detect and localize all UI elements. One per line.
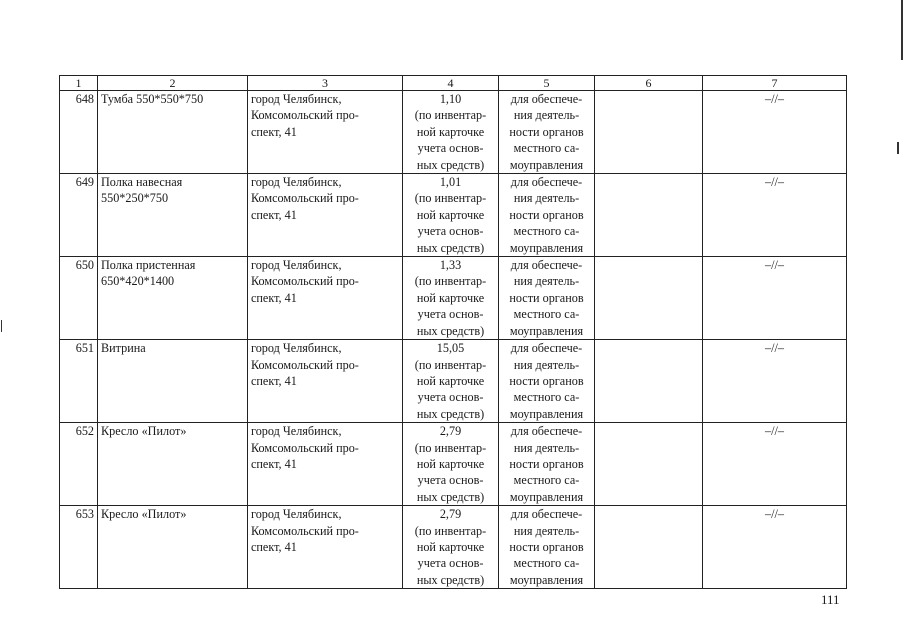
purpose-cell-line: моуправления: [509, 157, 584, 172]
column-header: 2: [98, 76, 248, 91]
cost-cell-line: учета основ-: [417, 307, 484, 322]
address-cell-line: спект, 41: [251, 124, 297, 139]
cost-cell-line: ных средств): [416, 240, 485, 255]
address-cell: [248, 91, 403, 174]
inventory-table: [59, 75, 847, 589]
cost-cell-line: (по инвентар-: [414, 357, 487, 372]
purpose-cell-line: моуправления: [509, 323, 584, 338]
purpose-cell-line: ния деятель-: [513, 440, 580, 455]
address-cell-line: Комсомольский про-: [251, 523, 359, 538]
table-row: [60, 91, 847, 174]
column6-cell: [595, 174, 703, 257]
row-number-cell: 650: [60, 257, 98, 340]
column7-cell: –//–: [703, 91, 847, 174]
purpose-cell-line: местного са-: [513, 307, 580, 322]
address-cell-line: спект, 41: [251, 456, 297, 471]
address-cell-line: город Челябинск,: [251, 507, 342, 522]
address-cell-line: Комсомольский про-: [251, 440, 359, 455]
page-number: 111: [821, 592, 840, 607]
column7-cell: –//–: [703, 506, 847, 589]
cost-cell-line: (по инвентар-: [414, 440, 487, 455]
purpose-cell: [499, 340, 595, 423]
address-cell: [248, 506, 403, 589]
item-name-cell-line: Полка навесная: [101, 175, 183, 190]
cost-cell: [403, 506, 499, 589]
column7-cell: –//–: [703, 340, 847, 423]
address-cell-line: Комсомольский про-: [251, 274, 359, 289]
cost-cell: [403, 423, 499, 506]
purpose-cell-line: моуправления: [509, 240, 584, 255]
row-number-cell: 648: [60, 91, 98, 174]
column-header: 4: [403, 76, 499, 91]
item-name-cell-line: 550*250*750: [101, 191, 169, 206]
purpose-cell-line: местного са-: [513, 556, 580, 571]
column7-cell: –//–: [703, 423, 847, 506]
column6-cell: [595, 91, 703, 174]
cost-cell-line: 1,10: [439, 92, 462, 106]
purpose-cell-line: для обеспече-: [510, 341, 583, 356]
column-header: 1: [60, 76, 98, 91]
table-row: [60, 174, 847, 257]
cost-cell-line: ных средств): [416, 406, 485, 421]
table-row: [60, 257, 847, 340]
purpose-cell-line: местного са-: [513, 224, 580, 239]
purpose-cell: [499, 257, 595, 340]
table-body: [60, 91, 847, 589]
purpose-cell-line: моуправления: [509, 406, 584, 421]
cost-cell-line: 1,33: [439, 258, 462, 273]
item-name-cell-line: Кресло «Пилот»: [101, 507, 187, 522]
cost-cell-line: учета основ-: [417, 224, 484, 239]
item-name-cell-line: Тумба 550*550*750: [101, 92, 204, 106]
address-cell-line: Комсомольский про-: [251, 191, 359, 206]
address-cell: [248, 340, 403, 423]
purpose-cell-line: ности органов: [509, 373, 584, 388]
cost-cell-line: 1,01: [439, 175, 462, 190]
cost-cell: [403, 174, 499, 257]
scan-artifact: [897, 142, 899, 154]
cost-cell-line: (по инвентар-: [414, 108, 487, 123]
purpose-cell: [499, 506, 595, 589]
purpose-cell-line: для обеспече-: [510, 92, 583, 106]
item-name-cell: [98, 91, 248, 174]
table-row: [60, 423, 847, 506]
purpose-cell-line: для обеспече-: [510, 258, 583, 273]
purpose-cell-line: местного са-: [513, 390, 580, 405]
column-header: 6: [595, 76, 703, 91]
address-cell-line: город Челябинск,: [251, 92, 342, 106]
cost-cell: [403, 340, 499, 423]
address-cell-line: Комсомольский про-: [251, 357, 359, 372]
address-cell: [248, 423, 403, 506]
address-cell-line: город Челябинск,: [251, 424, 342, 439]
scan-artifact: [1, 320, 2, 332]
column6-cell: [595, 423, 703, 506]
cost-cell-line: 15,05: [436, 341, 465, 356]
column-header: 5: [499, 76, 595, 91]
purpose-cell-line: местного са-: [513, 141, 580, 156]
cost-cell-line: ных средств): [416, 572, 485, 587]
item-name-cell: [98, 340, 248, 423]
item-name-cell: [98, 257, 248, 340]
purpose-cell-line: моуправления: [509, 572, 584, 587]
column-header: 3: [248, 76, 403, 91]
cost-cell-line: ной карточке: [416, 456, 485, 471]
cost-cell-line: ных средств): [416, 157, 485, 172]
purpose-cell-line: ния деятель-: [513, 357, 580, 372]
purpose-cell-line: для обеспече-: [510, 424, 583, 439]
cost-cell-line: ной карточке: [416, 124, 485, 139]
table-row: [60, 340, 847, 423]
address-cell-line: Комсомольский про-: [251, 108, 359, 123]
purpose-cell-line: моуправления: [509, 489, 584, 504]
cost-cell-line: ных средств): [416, 489, 485, 504]
row-number-cell: 649: [60, 174, 98, 257]
purpose-cell-line: для обеспече-: [510, 175, 583, 190]
address-cell: [248, 257, 403, 340]
purpose-cell: [499, 91, 595, 174]
item-name-cell: [98, 506, 248, 589]
address-cell-line: город Челябинск,: [251, 175, 342, 190]
address-cell-line: спект, 41: [251, 290, 297, 305]
scan-artifact: [901, 0, 903, 60]
item-name-cell-line: Полка пристенная: [101, 258, 196, 273]
item-name-cell-line: 650*420*1400: [101, 274, 175, 289]
address-cell-line: спект, 41: [251, 373, 297, 388]
purpose-cell-line: ния деятель-: [513, 274, 580, 289]
cost-cell-line: учета основ-: [417, 473, 484, 488]
purpose-cell-line: ности органов: [509, 539, 584, 554]
column6-cell: [595, 340, 703, 423]
cost-cell-line: (по инвентар-: [414, 523, 487, 538]
address-cell-line: город Челябинск,: [251, 341, 342, 356]
cost-cell-line: ной карточке: [416, 373, 485, 388]
cost-cell-line: учета основ-: [417, 390, 484, 405]
purpose-cell-line: ности органов: [509, 456, 584, 471]
row-number-cell: 651: [60, 340, 98, 423]
address-cell: [248, 174, 403, 257]
purpose-cell-line: ния деятель-: [513, 108, 580, 123]
column6-cell: [595, 257, 703, 340]
item-name-cell: [98, 423, 248, 506]
cost-cell: [403, 91, 499, 174]
cost-cell-line: 2,79: [439, 507, 462, 522]
row-number-cell: 653: [60, 506, 98, 589]
column6-cell: [595, 506, 703, 589]
cost-cell: [403, 257, 499, 340]
purpose-cell-line: ности органов: [509, 290, 584, 305]
cost-cell-line: учета основ-: [417, 556, 484, 571]
purpose-cell-line: ния деятель-: [513, 523, 580, 538]
table-header-row: [60, 76, 847, 91]
table-row: [60, 506, 847, 589]
cost-cell-line: ной карточке: [416, 207, 485, 222]
cost-cell-line: ных средств): [416, 323, 485, 338]
item-name-cell: [98, 174, 248, 257]
column-header: 7: [703, 76, 847, 91]
cost-cell-line: (по инвентар-: [414, 274, 487, 289]
purpose-cell-line: ния деятель-: [513, 191, 580, 206]
row-number-cell: 652: [60, 423, 98, 506]
purpose-cell-line: для обеспече-: [510, 507, 583, 522]
cost-cell-line: учета основ-: [417, 141, 484, 156]
address-cell-line: город Челябинск,: [251, 258, 342, 273]
purpose-cell-line: ности органов: [509, 124, 584, 139]
purpose-cell: [499, 423, 595, 506]
purpose-cell-line: местного са-: [513, 473, 580, 488]
address-cell-line: спект, 41: [251, 207, 297, 222]
column7-cell: –//–: [703, 174, 847, 257]
cost-cell-line: (по инвентар-: [414, 191, 487, 206]
cost-cell-line: ной карточке: [416, 539, 485, 554]
column7-cell: –//–: [703, 257, 847, 340]
cost-cell-line: ной карточке: [416, 290, 485, 305]
purpose-cell-line: ности органов: [509, 207, 584, 222]
item-name-cell-line: Витрина: [101, 341, 146, 356]
address-cell-line: спект, 41: [251, 539, 297, 554]
cost-cell-line: 2,79: [439, 424, 462, 439]
item-name-cell-line: Кресло «Пилот»: [101, 424, 187, 439]
purpose-cell: [499, 174, 595, 257]
